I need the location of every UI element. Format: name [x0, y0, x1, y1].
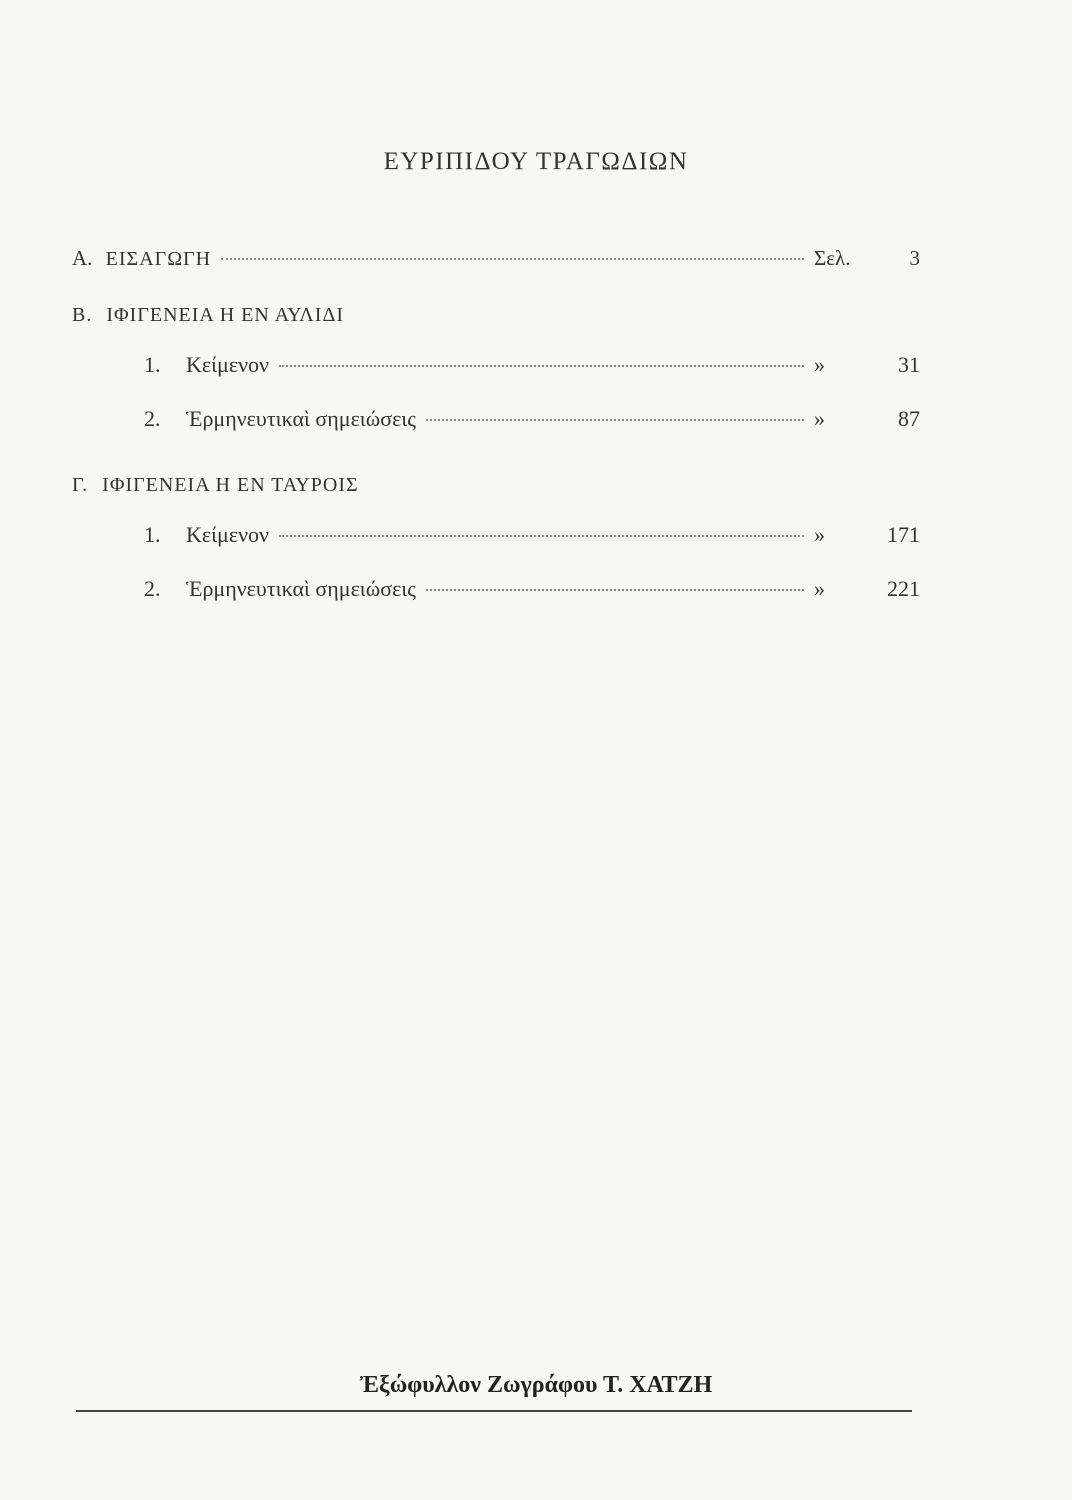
item-number: 2.	[144, 406, 161, 431]
page-title: ΕΥΡΙΠΙΔΟΥ ΤΡΑΓΩΔΙΩΝ	[383, 148, 689, 175]
leader-dots	[279, 365, 804, 367]
leader-dots	[426, 419, 804, 421]
section-letter: Α.	[72, 246, 93, 270]
item-label: Ἑρμηνευτικαὶ σημειώσεις	[186, 576, 416, 601]
page-prefix: »	[814, 352, 825, 377]
page-number: 31	[898, 352, 920, 377]
toc-entry-tauris-notes	[144, 576, 920, 602]
item-label: Κείμενον	[186, 352, 269, 377]
section-label: ΙΦΙΓΕΝΕΙΑ Η ΕΝ ΑΥΛΙΔΙ	[106, 304, 344, 326]
page-prefix: »	[814, 406, 825, 431]
section-heading-aulis	[72, 304, 344, 327]
page-prefix: Σελ.	[814, 246, 851, 270]
item-number: 2.	[144, 576, 161, 601]
toc-entry-tauris-text	[144, 522, 920, 548]
toc-entry-introduction	[72, 246, 920, 271]
item-label: Ἑρμηνευτικαὶ σημειώσεις	[186, 406, 416, 431]
footer-rule	[76, 1410, 912, 1412]
page-number: 171	[887, 522, 920, 547]
toc-entry-aulis-text	[144, 352, 920, 378]
section-label: ΙΦΙΓΕΝΕΙΑ Η ΕΝ ΤΑΥΡΟΙΣ	[102, 474, 359, 496]
page-prefix: »	[814, 576, 825, 601]
section-letter: Β.	[72, 304, 93, 326]
section-label: ΕΙΣΑΓΩΓΗ	[105, 248, 212, 270]
leader-dots	[426, 589, 804, 591]
page-number: 87	[898, 406, 920, 431]
page-number: 221	[887, 576, 920, 601]
page-number: 3	[909, 246, 920, 270]
cover-credit: Ἐξώφυλλον Ζωγράφου Τ. ΧΑΤΖΗ	[359, 1372, 713, 1398]
item-label: Κείμενον	[186, 522, 269, 547]
leader-dots	[279, 535, 804, 537]
page-prefix: »	[814, 522, 825, 547]
item-number: 1.	[144, 352, 161, 377]
leader-dots	[221, 258, 804, 260]
section-heading-tauris	[72, 474, 359, 497]
item-number: 1.	[144, 522, 161, 547]
section-letter: Γ.	[72, 474, 89, 496]
toc-entry-aulis-notes	[144, 406, 920, 432]
